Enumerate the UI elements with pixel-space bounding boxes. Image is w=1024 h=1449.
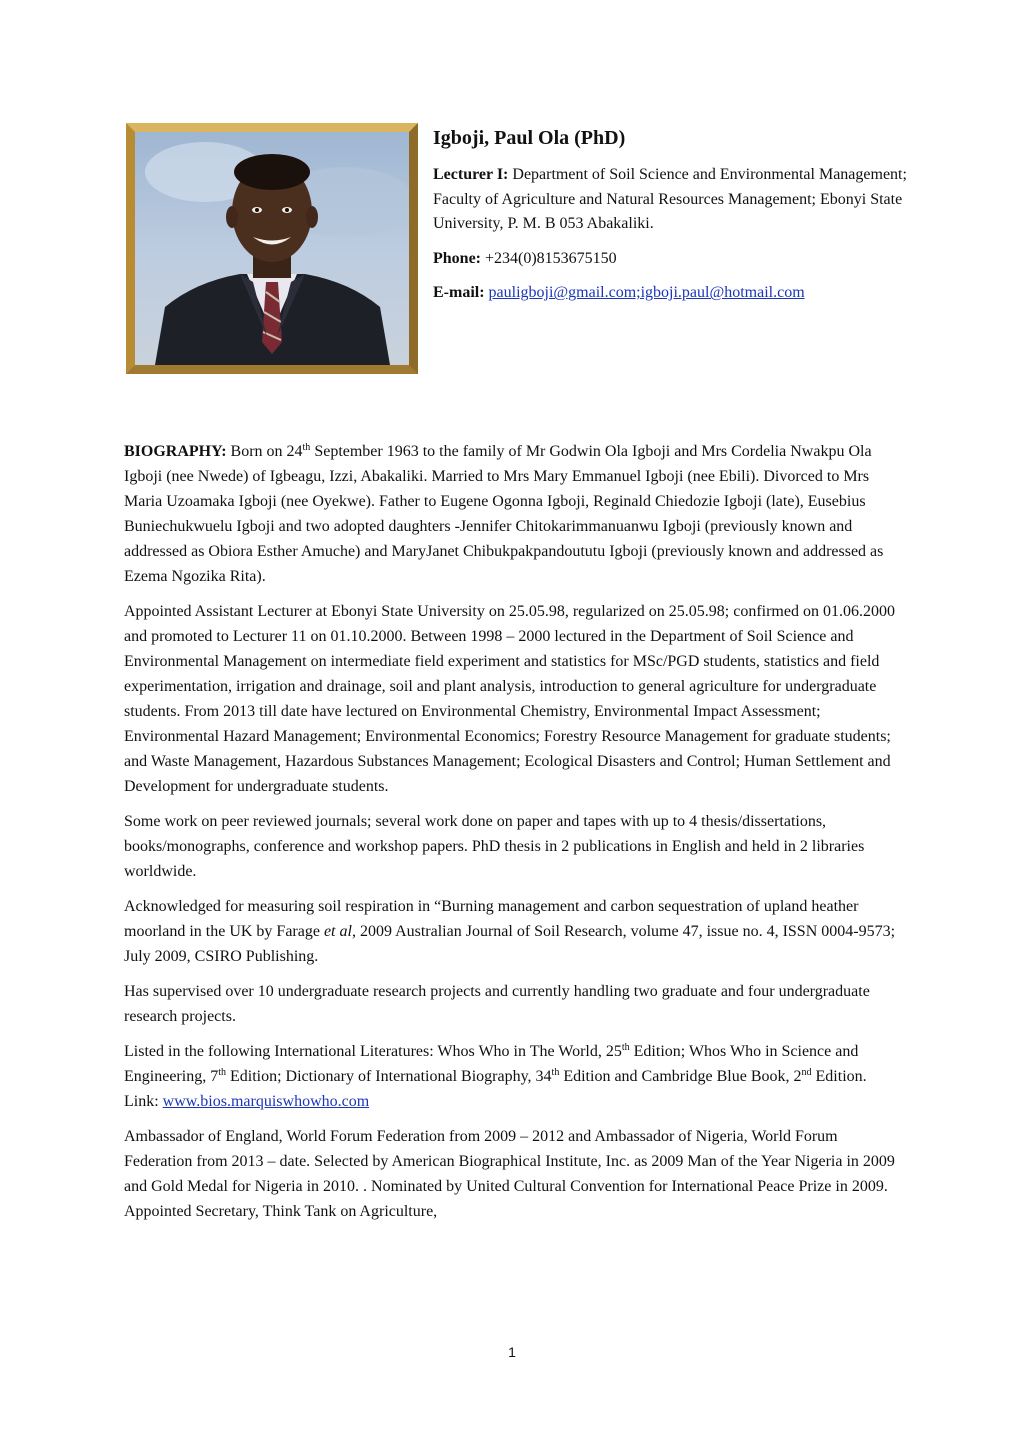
email-link[interactable]: pauligboji@gmail.com;igboji.paul@hotmail.com: [488, 284, 805, 302]
bio-paragraph-6: Listed in the following International Literatures: Whos Who in The World, 25th Edition; Whos Who in Science and Engineering, 7th Edition; Dictionary of International Biography, 34th Edition and Cambridge Blue Book, 2nd Edition. Link: www.bios.marquiswhowho.com: [124, 1042, 867, 1110]
marquis-link[interactable]: www.bios.marquiswhowho.com: [162, 1093, 370, 1110]
phone-line: [433, 247, 913, 272]
portrait-photo: [126, 123, 418, 374]
person-name: Igboji, Paul Ola (PhD): [433, 127, 626, 149]
email-line: [433, 281, 913, 306]
header-info: [433, 124, 913, 316]
bio-paragraph-5: Has supervised over 10 undergraduate research projects and currently handling two graduate and four undergraduate research projects.: [124, 983, 870, 1025]
position-text: Department of Soil Science and Environmental Management; Faculty of Agriculture and Natural Resources Management; Ebonyi State University, P. M. B 053 Abakaliki.: [433, 166, 907, 233]
email-label: E-mail:: [433, 284, 485, 302]
bio-paragraph-7: Ambassador of England, World Forum Federation from 2009 – 2012 and Ambassador of Nigeria, World Forum Federation from 2013 – date. Selected by American Biographical Institute, Inc. as 2009 Man of the Year Nigeria in 2009 and Gold Medal for Nigeria in 2010. . Nominated by United Cultural Convention for International Peace Prize in 2009. Appointed Secretary, Think Tank on Agriculture,: [124, 1128, 895, 1220]
page-number: 1: [508, 1344, 516, 1360]
portrait-image: [135, 132, 409, 365]
bio-paragraph-1: BIOGRAPHY: Born on 24th September 1963 to the family of Mr Godwin Ola Igboji and Mrs Cordelia Nwakpu Ola Igboji (nee Nwede) of Igbeagu, Izzi, Abakaliki. Married to Mrs Mary Emmanuel Igboji (nee Ebili). Divorced to Mrs Maria Uzoamaka Igboji (nee Oyekwe). Father to Eugene Ogonna Igboji, Reginald Chiedozie Igboji (late), Eusebius Buniechukwuelu Igboji and two adopted daughters -Jennifer Chitokarimmanuanwu Igboji (previously known and addressed as Obiora Esther Amuche) and MaryJanet Chibukpakpandoututu Igboji (previously known and addressed as Ezema Ngozika Rita).: [124, 442, 884, 585]
biography-section: [124, 439, 904, 1234]
phone-label: Phone:: [433, 249, 481, 267]
bio-paragraph-4: Acknowledged for measuring soil respiration in “Burning management and carbon sequestration of upland heather moorland in the UK by Farage et al, 2009 Australian Journal of Soil Research, volume 47, issue no. 4, ISSN 0004-9573; July 2009, CSIRO Publishing.: [124, 898, 896, 965]
phone-value: +234(0)8153675150: [481, 249, 617, 267]
bio-paragraph-2: Appointed Assistant Lecturer at Ebonyi State University on 25.05.98, regularized on 25.05.98; confirmed on 01.06.2000 and promoted to Lecturer 11 on 01.10.2000. Between 1998 – 2000 lectured in the Department of Soil Science and Environmental Management on intermediate field experiment and statistics for MSc/PGD students, statistics and field experimentation, irrigation and drainage, soil and plant analysis, introduction to general agriculture for undergraduate students. From 2013 till date have lectured on Environmental Chemistry, Environmental Impact Assessment; Environmental Hazard Management; Environmental Economics; Forestry Resource Management for graduate students; and Waste Management, Hazardous Substances Management; Ecological Disasters and Control; Human Settlement and Development for undergraduate students.: [124, 603, 895, 795]
bio-paragraph-3: Some work on peer reviewed journals; several work done on paper and tapes with up to 4 thesis/dissertations, books/monographs, conference and workshop papers. PhD thesis in 2 publications in English and held in 2 libraries worldwide.: [124, 813, 865, 880]
position-line: [433, 163, 913, 237]
position-label: Lecturer I:: [433, 166, 509, 183]
biography-label: BIOGRAPHY:: [124, 443, 227, 460]
